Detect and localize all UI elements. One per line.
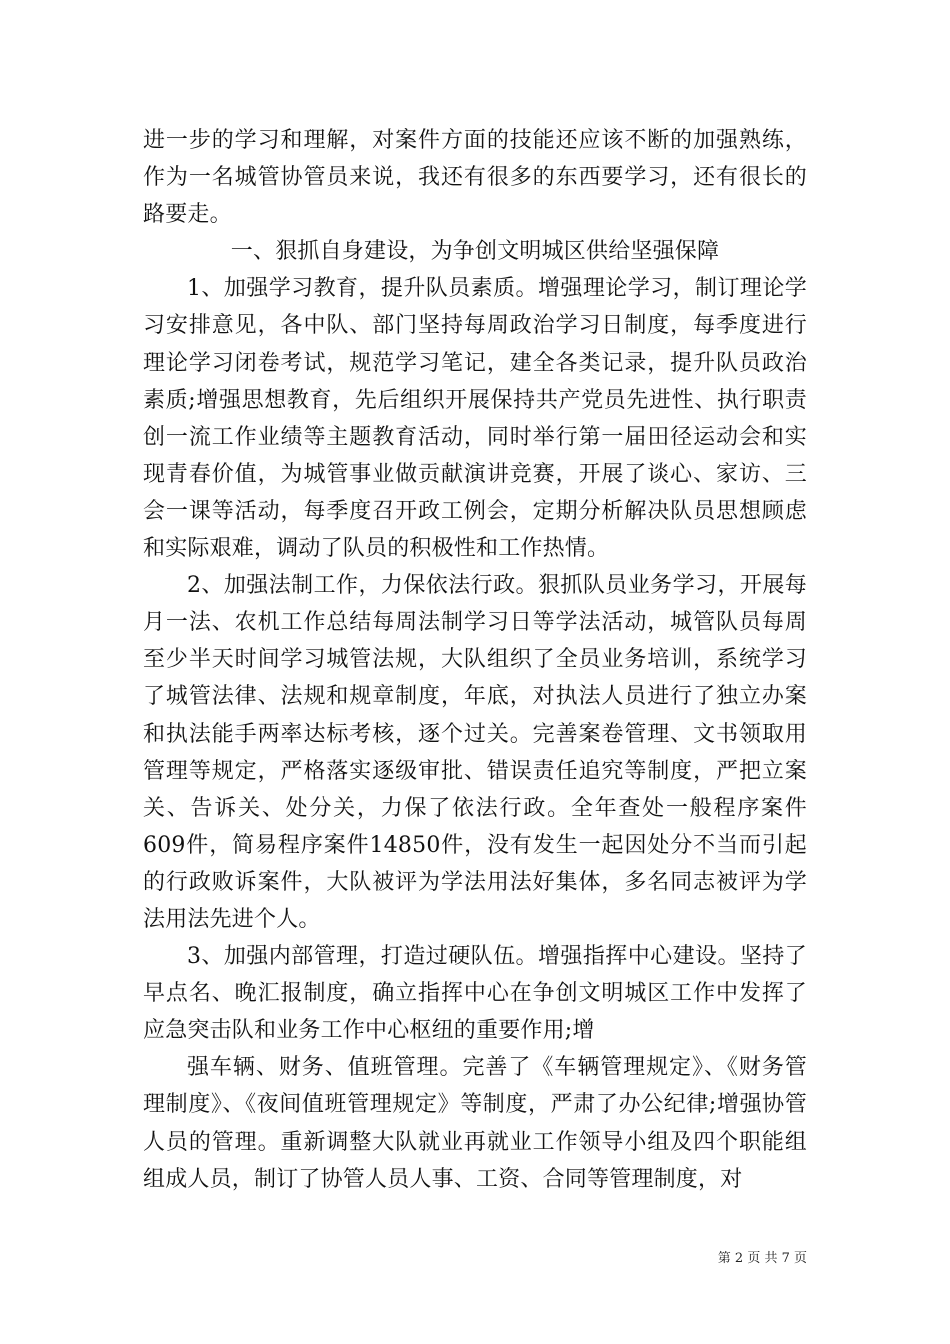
document-body — [143, 122, 807, 1198]
paragraph-item-1: 1、加强学习教育，提升队员素质。增强理论学习，制订理论学习安排意见，各中队、部门坚持每周政治学习日制度，每季度进行理论学习闭卷考试，规范学习笔记，建全各类记录，提升队员政治素质;增强思想教育，先后组织开展保持共产党员先进性、执行职责创一流工作业绩等主题教育活动，同时举行第一届田径运动会和实现青春价值，为城管事业做贡献演讲竞赛，开展了谈心、家访、三会一课等活动，每季度召开政工例会，定期分析解决队员思想顾虑和实际艰难，调动了队员的积极性和工作热情。 — [143, 276, 807, 562]
section-heading: 一、狠抓自身建设，为争创文明城区供给坚强保障 — [230, 239, 720, 265]
paragraph-item-3: 3、加强内部管理，打造过硬队伍。增强指挥中心建设。坚持了早点名、晚汇报制度，确立指挥中心在争创文明城区工作中发挥了应急突击队和业务工作中心枢纽的重要作用;增 — [143, 944, 807, 1044]
page-number-footer: 第 2 页 共 7 页 — [717, 1251, 807, 1266]
paragraph-item-2: 2、加强法制工作，力保依法行政。狠抓队员业务学习，开展每月一法、农机工作总结每周法制学习日等学法活动，城管队员每周至少半天时间学习城管法规，大队组织了全员业务培训，系统学习了城管法律、法规和规章制度，年底，对执法人员进行了独立办案和执法能手两率达标考核，逐个过关。完善案卷管理、文书领取用管理等规定，严格落实逐级审批、错误责任追究等制度，严把立案关、告诉关、处分关，力保了依法行政。全年查处一般程序案件609件，简易程序案件14850件，没有发生一起因处分不当而引起的行政败诉案件，大队被评为学法用法好集体，多名同志被评为学法用法先进个人。 — [143, 573, 807, 932]
paragraph-item-3-continued: 强车辆、财务、值班管理。完善了《车辆管理规定》、《财务管理制度》、《夜间值班管理规定》等制度，严肃了办公纪律;增强协管人员的管理。重新调整大队就业再就业工作领导小组及四个职能组组成人员，制订了协管人员人事、工资、合同等管理制度，对 — [143, 1055, 807, 1192]
paragraph-continuation: 进一步的学习和理解，对案件方面的技能还应该不断的加强熟练，作为一名城管协管员来说，我还有很多的东西要学习，还有很长的路要走。 — [143, 128, 807, 228]
